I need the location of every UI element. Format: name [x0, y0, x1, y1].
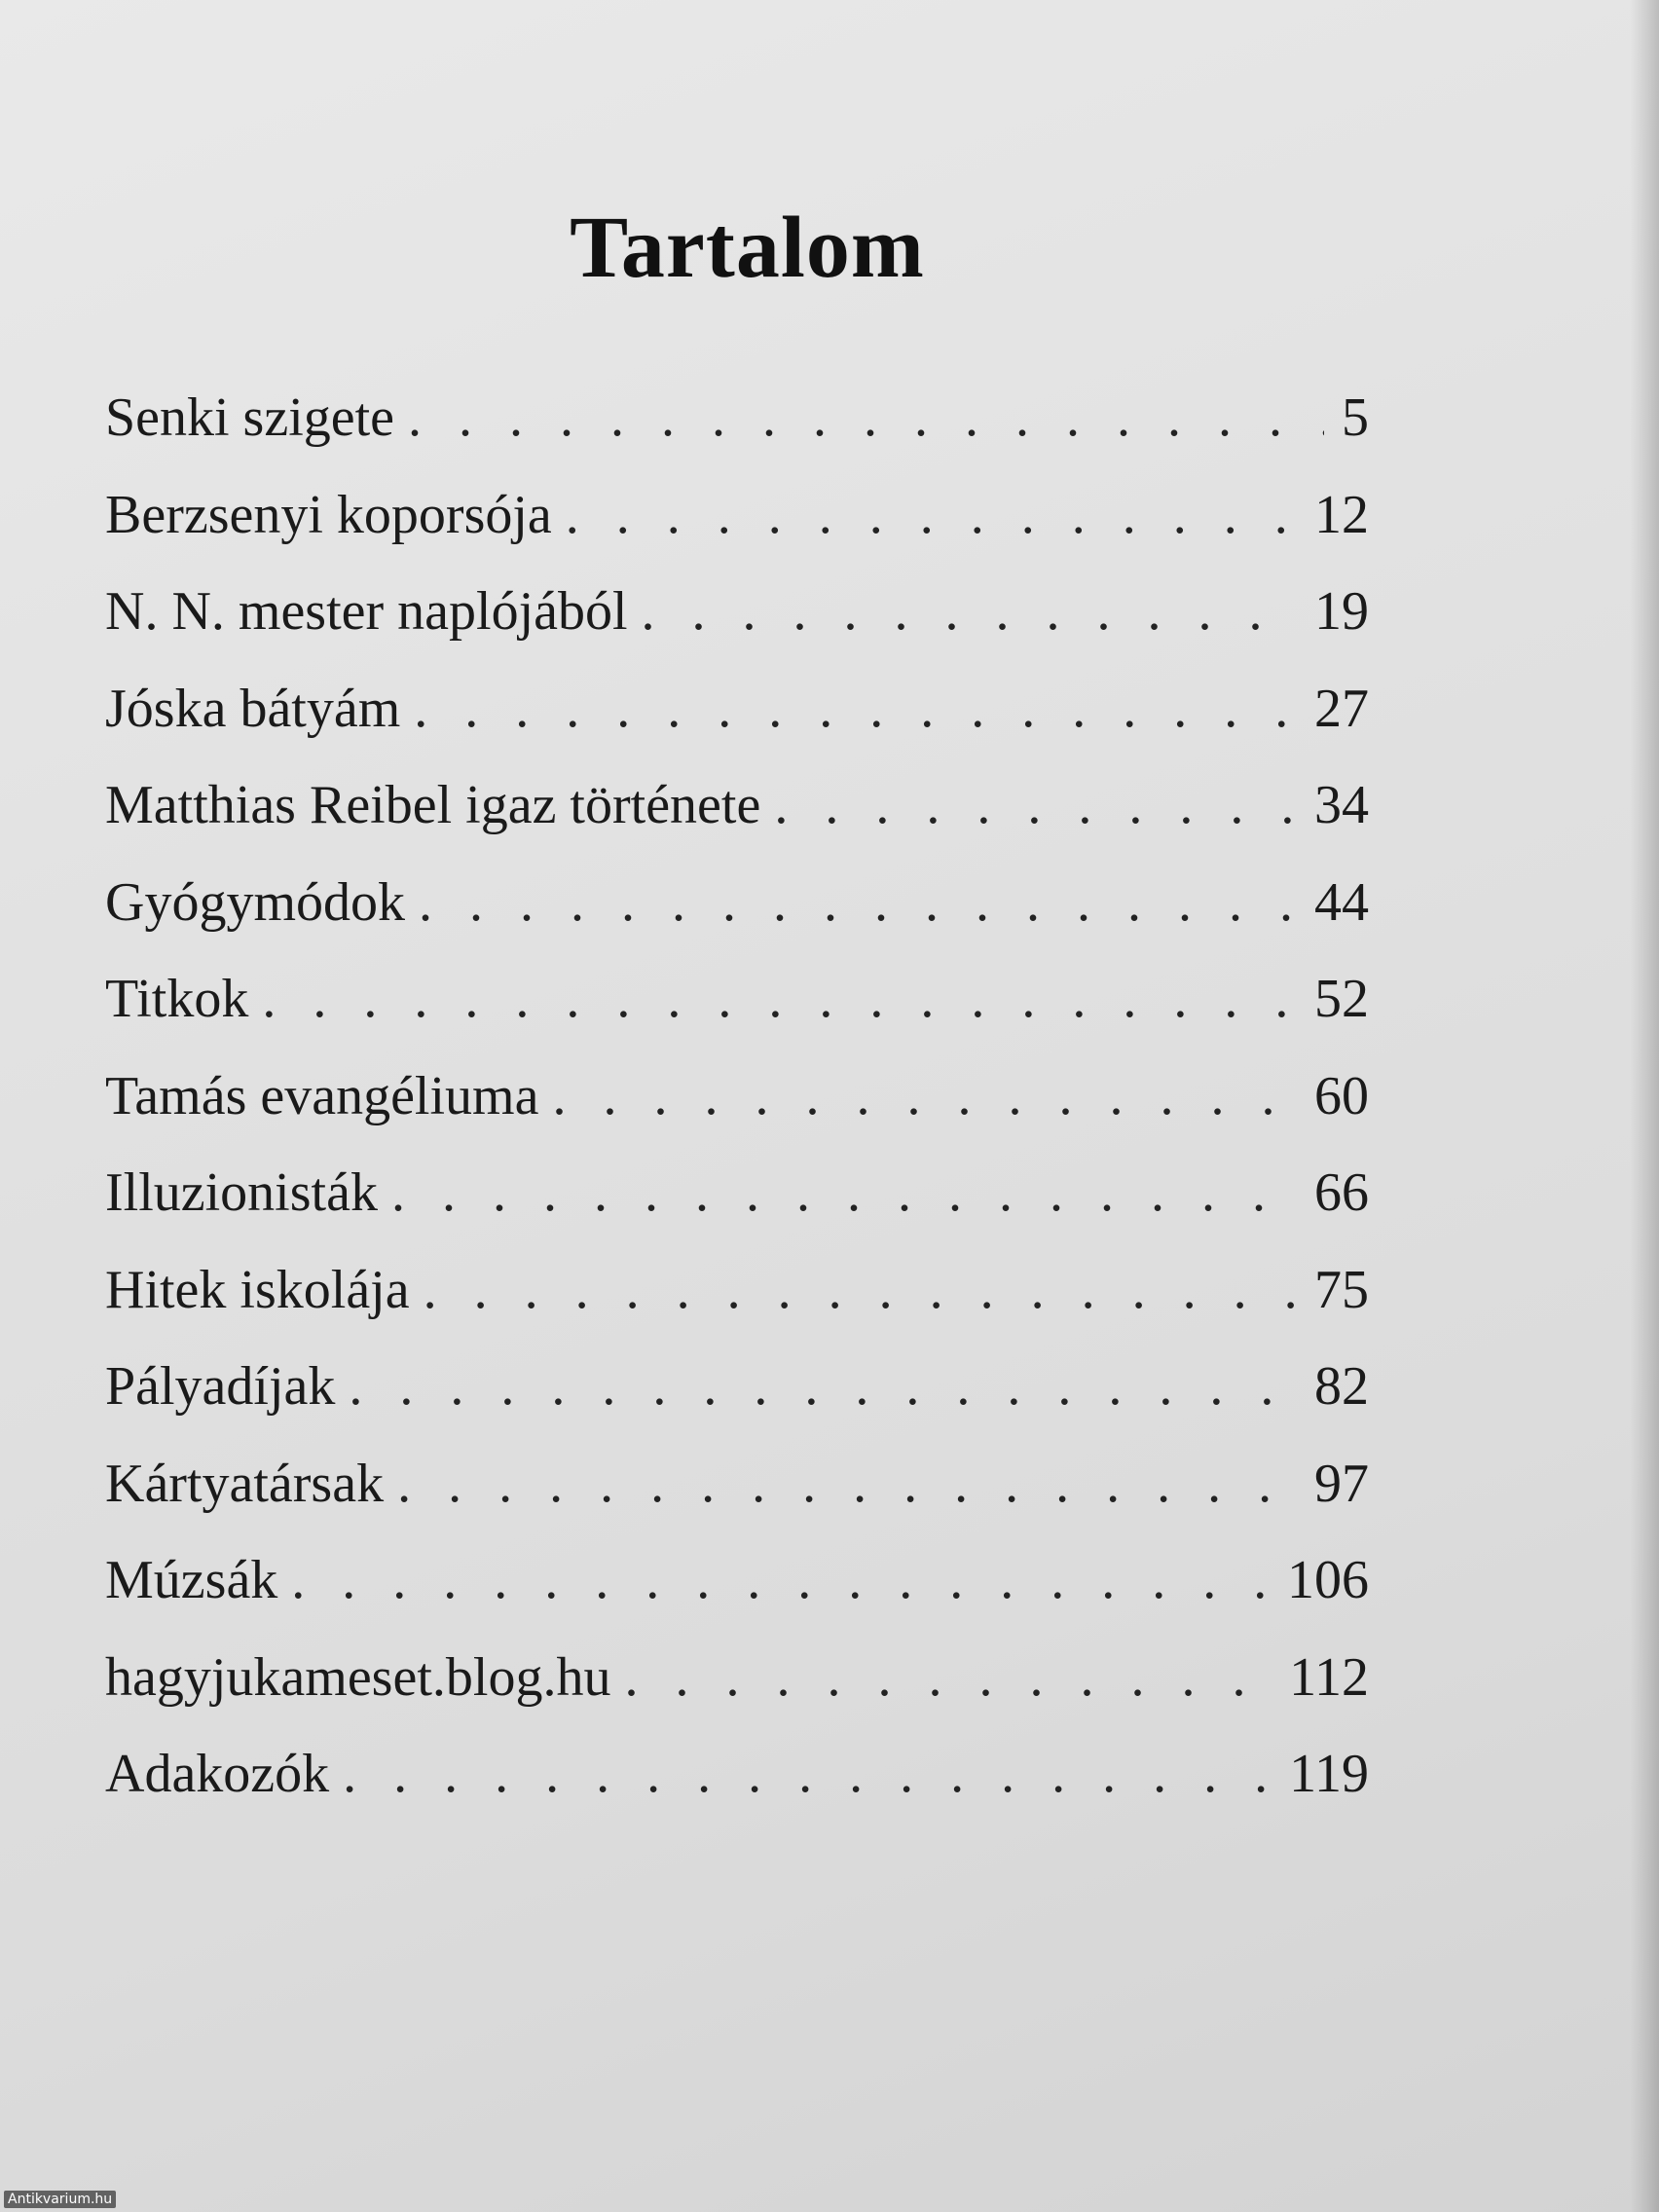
toc-entry-title: N. N. mester naplójából [105, 581, 628, 642]
toc-entry-page: 97 [1314, 1453, 1369, 1514]
page-edge-shadow [1630, 0, 1659, 2212]
toc-entry-title: Matthias Reibel igaz története [105, 775, 761, 835]
toc-entry-page: 82 [1314, 1356, 1369, 1417]
toc-entry [105, 564, 1369, 661]
toc-entry-page: 52 [1314, 969, 1369, 1029]
toc-entry-title: Hitek iskolája [105, 1259, 410, 1320]
toc-entry-page: 112 [1289, 1646, 1369, 1708]
toc-entry [105, 951, 1369, 1049]
toc-heading: Tartalom [570, 200, 925, 297]
toc-entry-title: Gyógymódok [105, 871, 405, 933]
toc-entry [105, 1532, 1369, 1630]
toc-entry [105, 467, 1369, 565]
toc-entry-page: 106 [1287, 1550, 1369, 1610]
dot-leader [391, 1145, 1297, 1242]
toc-entry-title: Tamás evangéliuma [105, 1065, 539, 1126]
dot-leader [262, 951, 1297, 1049]
toc-entry [105, 1630, 1369, 1727]
dot-leader [424, 1242, 1297, 1340]
toc-entry [105, 757, 1369, 855]
dot-leader [291, 1532, 1270, 1630]
dot-leader [408, 370, 1324, 467]
dot-leader [566, 467, 1297, 565]
toc-entry [105, 1726, 1369, 1824]
toc-entry [105, 661, 1369, 758]
toc-entry-title: Jóska bátyám [105, 678, 401, 739]
toc-entry-page: 119 [1289, 1744, 1369, 1804]
source-watermark: Antikvarium.hu [4, 2191, 116, 2208]
toc-entry-title: Adakozók [105, 1744, 330, 1804]
toc-list [105, 370, 1369, 1824]
toc-entry [105, 1049, 1369, 1146]
toc-entry-page: 66 [1314, 1162, 1369, 1223]
toc-entry-title: Senki szigete [105, 387, 395, 448]
toc-entry [105, 1339, 1369, 1436]
toc-entry-title: Pályadíjak [105, 1356, 336, 1417]
dot-leader [349, 1339, 1297, 1436]
toc-entry-page: 27 [1314, 678, 1369, 739]
toc-entry-page: 5 [1342, 387, 1369, 448]
toc-entry-page: 12 [1314, 484, 1369, 545]
dot-leader [774, 757, 1297, 855]
toc-entry-title: Illuzionisták [105, 1162, 378, 1223]
dot-leader [414, 661, 1297, 758]
toc-entry [105, 1436, 1369, 1533]
toc-entry [105, 1145, 1369, 1242]
toc-entry-page: 44 [1314, 871, 1369, 933]
toc-entry-title: Titkok [105, 969, 249, 1029]
toc-entry-title: Berzsenyi koporsója [105, 484, 552, 545]
toc-entry [105, 1242, 1369, 1340]
dot-leader [642, 564, 1297, 661]
toc-entry [105, 855, 1369, 952]
dot-leader [552, 1049, 1297, 1146]
toc-entry-title: Múzsák [105, 1550, 278, 1610]
toc-entry [105, 370, 1369, 467]
dot-leader [343, 1726, 1272, 1824]
toc-entry-page: 34 [1314, 775, 1369, 835]
dot-leader [397, 1436, 1297, 1533]
toc-entry-title: Kártyatársak [105, 1453, 385, 1514]
dot-leader [624, 1630, 1272, 1727]
toc-entry-page: 19 [1314, 581, 1369, 642]
toc-entry-page: 60 [1314, 1065, 1369, 1126]
toc-entry-page: 75 [1314, 1259, 1369, 1320]
dot-leader [419, 855, 1297, 952]
toc-entry-title: hagyjukameset.blog.hu [105, 1646, 611, 1708]
